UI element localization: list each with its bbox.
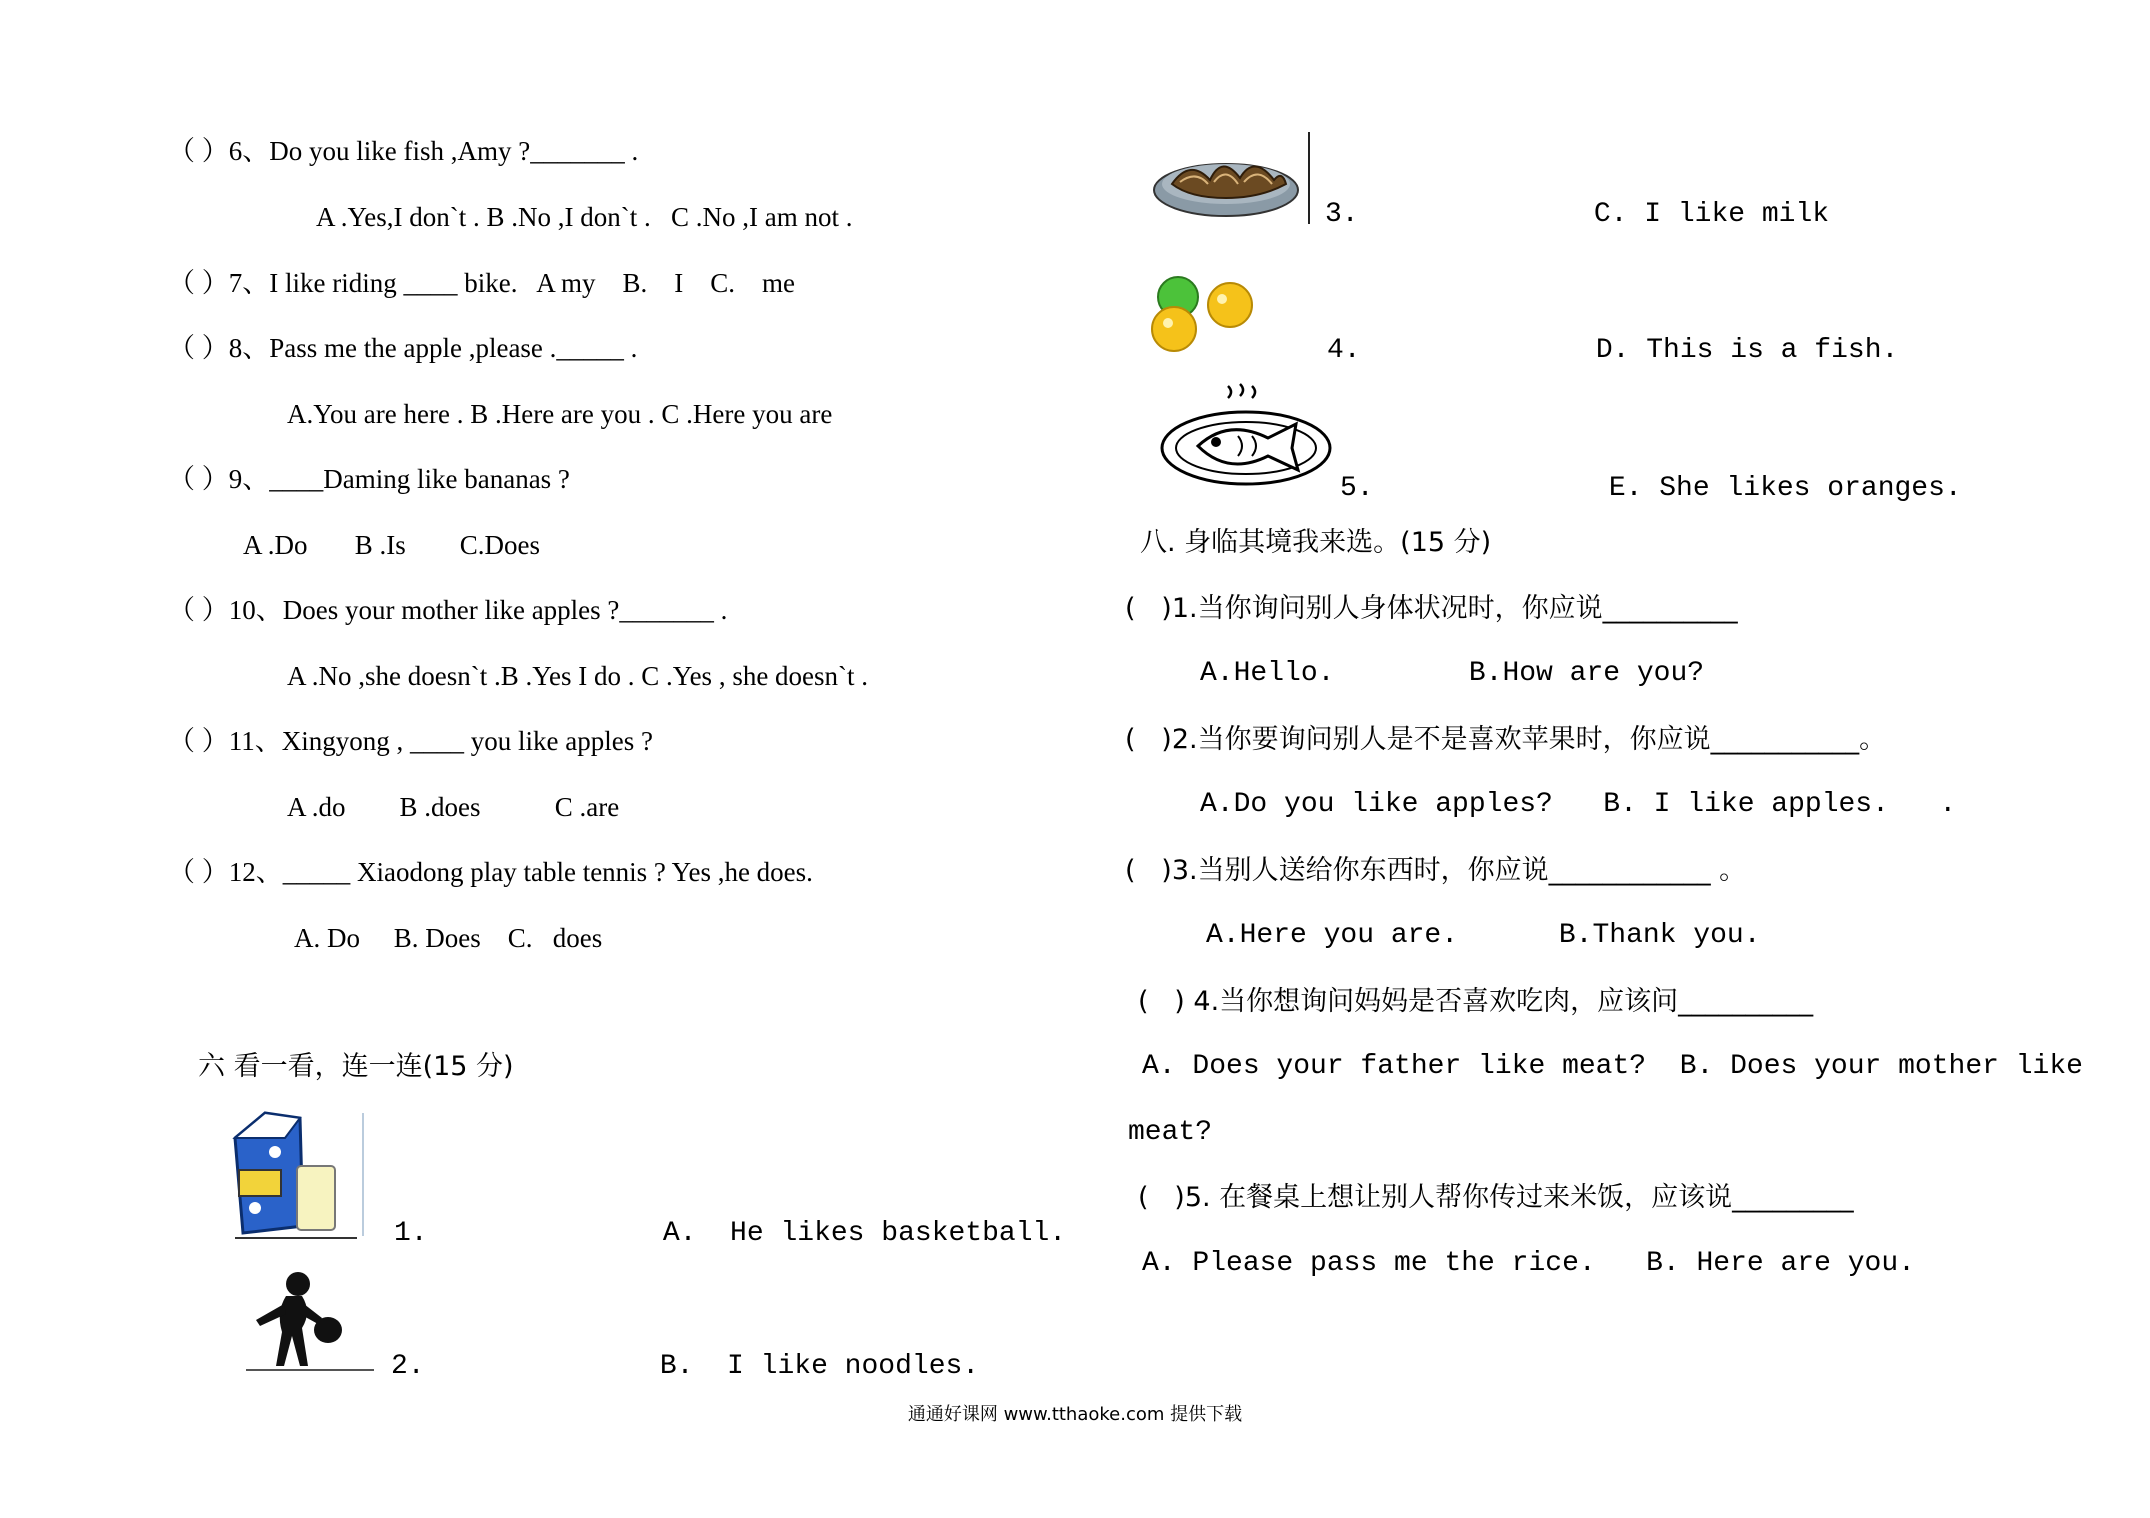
question-10-options: A .No ,she doesn`t .B .Yes I do . C .Yes , she doesn`t . (287, 661, 869, 691)
picture-divider (1308, 132, 1310, 224)
question-6: （ ）6、Do you like fish ,Amy ?_______ . (168, 136, 639, 166)
match-item-1: 1. A. He likes basketball. (394, 1218, 1067, 1249)
basketball-player-icon (226, 1262, 376, 1374)
question-11: （ ）11、Xingyong , ____ you like apples ? (168, 726, 653, 756)
section-8-title: 八. 身临其境我来选。(15 分) (1140, 527, 1492, 558)
question-12: （ ）12、_____ Xiaodong play table tennis ? Yes ,he does. (168, 857, 813, 887)
question-10: （ ）10、Does your mother like apples ?_______ . (168, 595, 728, 625)
situation-question-1: ( )1.当你询问别人身体状况时，你应说__________ (1125, 593, 1738, 624)
situation-question-2: ( )2.当你要询问别人是不是喜欢苹果时，你应说___________。 (1125, 724, 1887, 755)
section-6-title: 六 看一看，连一连(15 分) (198, 1051, 514, 1082)
question-8-options: A.You are here . B .Here are you . C .Here you are (287, 399, 833, 429)
situation-options-5: A. Please pass me the rice. B. Here are you. (1142, 1248, 1915, 1279)
situation-question-5: ( )5. 在餐桌上想让别人帮你传过来米饭，应该说_________ (1138, 1182, 1854, 1213)
situation-question-3: ( )3.当别人送给你东西时，你应说____________ 。 (1125, 855, 1747, 886)
question-12-options: A. Do B. Does C. does (294, 923, 603, 953)
question-8: （ ）8、Pass me the apple ,please ._____ . (168, 333, 638, 363)
situation-options-4: A. Does your father like meat? B. Does your mother like (1142, 1051, 2083, 1082)
situation-options-1: A.Hello. B.How are you? (1200, 658, 1705, 689)
situation-options-4-continued: meat? (1128, 1117, 1213, 1148)
match-item-3: 3. C. I like milk (1325, 199, 1830, 230)
question-9-options: A .Do B .Is C.Does (243, 530, 541, 560)
noodles-plate-icon (1150, 140, 1305, 220)
question-6-options: A .Yes,I don`t . B .No ,I don`t . C .No ,I am not . (316, 202, 853, 232)
situation-options-3: A.Here you are. B.Thank you. (1206, 920, 1761, 951)
question-7: （ ）7、I like riding ____ bike. A my B. I C. me (168, 268, 795, 298)
fish-plate-icon (1158, 378, 1338, 488)
match-item-4: 4. D. This is a fish. (1327, 335, 1899, 366)
match-item-5: 5. E. She likes oranges. (1340, 473, 1962, 504)
situation-question-4: ( ) 4.当你想询问妈妈是否喜欢吃肉，应该问__________ (1138, 986, 1814, 1017)
milk-carton-icon (225, 1108, 367, 1243)
oranges-icon (1150, 275, 1260, 355)
match-item-2: 2. B. I like noodles. (391, 1351, 980, 1382)
question-11-options: A .do B .does C .are (287, 792, 620, 822)
situation-options-2: A.Do you like apples? B. I like apples. . (1200, 789, 1957, 820)
page-footer: 通通好课网 www.tthaoke.com 提供下载 (907, 1404, 1243, 1425)
question-9: （ ）9、____Daming like bananas ? (168, 464, 570, 494)
